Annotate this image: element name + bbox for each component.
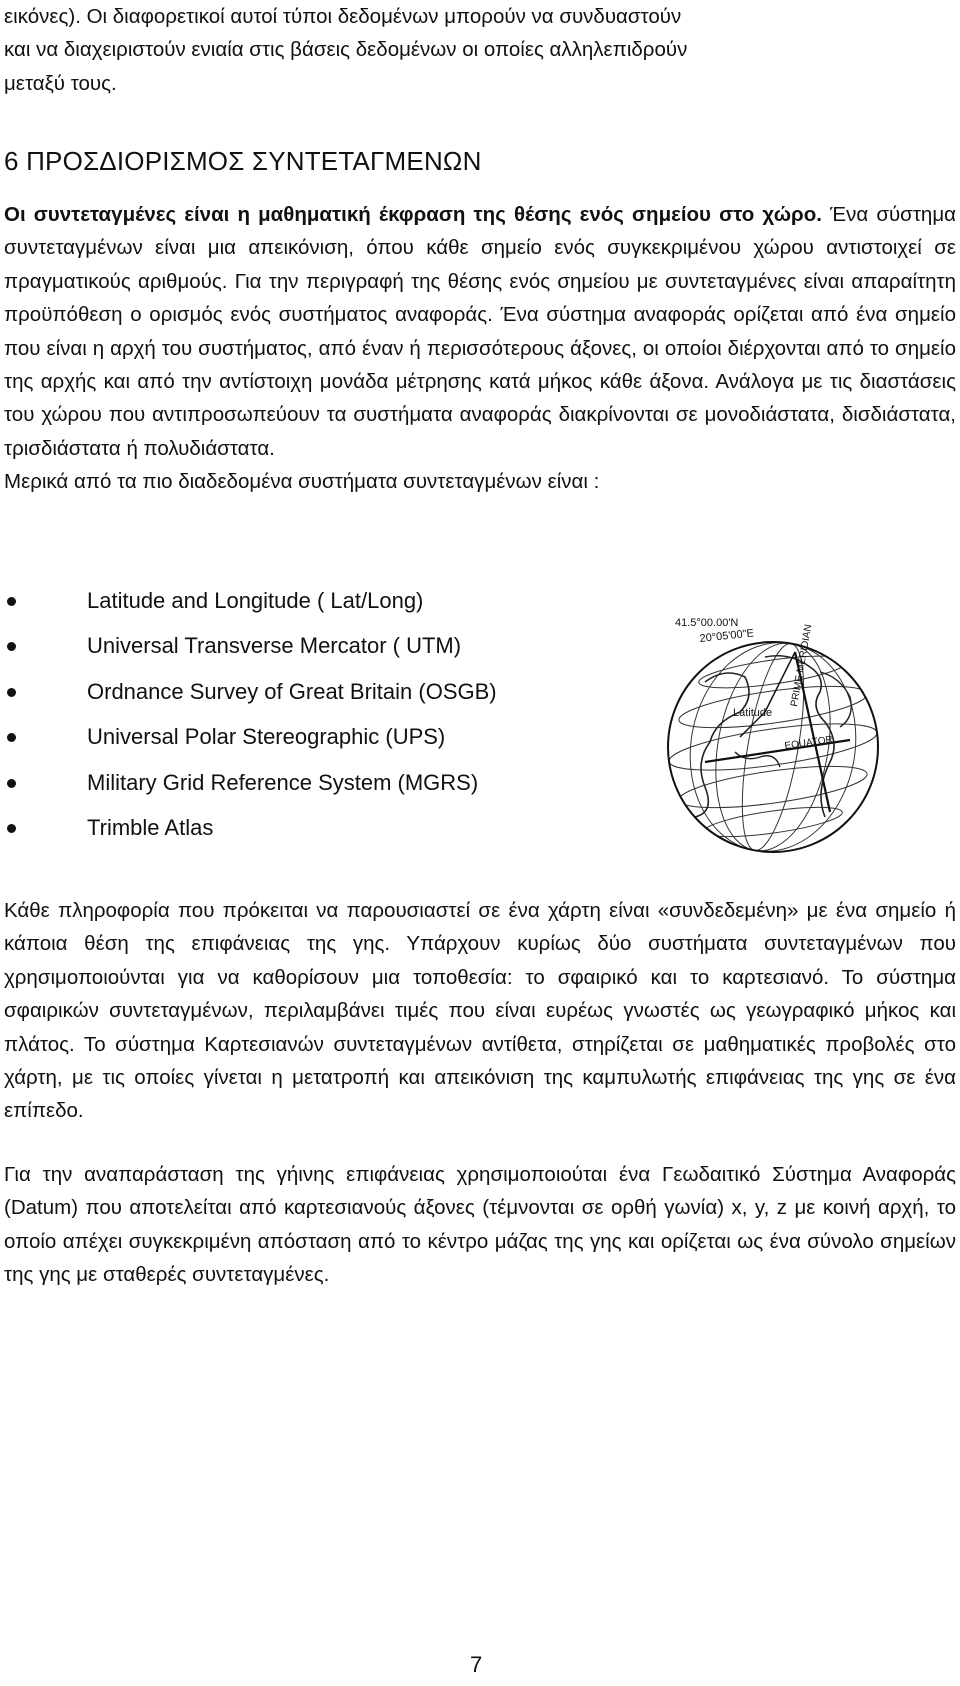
datum-paragraph: Για την αναπαράσταση της γήινης επιφάνειας χρησιμοποιούται ένα Γεωδαιτικό Σύστημα Αναφοράς (Datum) που αποτελείται από καρτεσιανούς άξονες (τέμνονται σε ορθή γωνία) x, y, z με κοινή αρχή, το οποίο απέχει συγκεκριμένη απόσταση από το κέντρο μάζας της γης και ορίζεται ως ένα σύνολο σημείων της γης με σταθερές συντεταγμένες. [4, 1163, 956, 1287]
page-number: 7 [470, 1652, 483, 1677]
globe-label-longitude: 20°05'00"E [699, 627, 755, 645]
list-item [0, 760, 497, 805]
list-item [0, 669, 497, 714]
list-intro: Μερικά από τα πιο διαδεδομένα συστήματα συντεταγμένων είναι : [4, 470, 600, 494]
definition-rest: Ένα σύστημα συντεταγμένων είναι μια απεικόνιση, όπου κάθε σημείο ενός συγκεκριμένου χώρου αντιστοιχεί σε πραγματικούς αριθμούς. Για την περιγραφή της θέσης ενός σημείου με συντεταγμένες είναι απαραίτητη προϋπόθεση ο ορισμός ενός συστήματος αναφοράς. Ένα σύστημα αναφοράς ορίζεται από ένα σημείο που είναι η αρχή του συστήματος, από έναν ή περισσότερους άξονες, οι οποίοι διέρχονται από το σημείο της αρχής και από την αντίστοιχη μονάδα μέτρησης κατά μήκος κάθε άξονα. Ανάλογα με τις διαστάσεις του χώρου που αντιπροσωπεύουν τα συστήματα αναφοράς διακρίνονται σε μονοδιάστατα, δισδιάστατα, τρισδιάστατα ή πολυδιάστατα. [4, 203, 956, 460]
globe-illustration [645, 612, 915, 857]
list-item [0, 805, 497, 850]
bullet-icon [7, 733, 16, 742]
list-item-text: Trimble Atlas [87, 814, 214, 840]
coordinates-paragraph [4, 198, 956, 499]
bullet-icon [7, 824, 16, 833]
list-item [0, 578, 497, 623]
intro-paragraph [4, 0, 956, 100]
list-item-text: Latitude and Longitude ( Lat/Long) [87, 588, 424, 613]
list-item-text: Ordnance Survey of Great Britain (OSGB) [87, 678, 497, 704]
globe-label-equator: EQUATOR [783, 734, 834, 752]
bullet-icon [7, 779, 16, 788]
list-item-text: Military Grid Reference System (MGRS) [87, 769, 479, 795]
globe-label-prime-meridian: PRIME MERIDIAN [789, 623, 815, 708]
bullet-icon [7, 597, 16, 606]
bullet-icon [7, 642, 16, 651]
list-item [0, 714, 497, 759]
section-heading: 6 ΠΡΟΣΔΙΟΡΙΣΜΟΣ ΣΥΝΤΕΤΑΓΜΕΝΩΝ [4, 146, 482, 176]
list-item-text: Universal Polar Stereographic (UPS) [87, 724, 446, 750]
intro-line-3: μεταξύ τους. [4, 71, 117, 95]
globe-label-top: 41.5°00.00'N [675, 617, 739, 629]
list-item-text: Universal Transverse Mercator ( UTM) [87, 633, 462, 659]
list-item [0, 623, 497, 668]
definition-bold: Οι συντεταγμένες είναι η μαθηματική έκφραση της θέσης ενός σημείου στο χώρο. [4, 203, 822, 226]
globe-label-latitude: Latitude [733, 707, 773, 719]
bullet-icon [7, 688, 16, 697]
coordinate-systems-list [0, 578, 497, 850]
intro-line-1: εικόνες). Οι διαφορετικοί αυτοί τύποι δεδομένων μπορούν να συνδυαστούν [4, 5, 682, 28]
intro-line-2: και να διαχειριστούν ενιαία στις βάσεις δεδομένων οι οποίες αλληλεπιδρούν [4, 38, 688, 62]
systems-paragraph: Κάθε πληροφορία που πρόκειται να παρουσιαστεί σε ένα χάρτη είναι «συνδεδεμένη» με ένα σημείο ή κάποια θέση της επιφάνειας της γης. Υπάρχουν κυρίως δύο συστήματα συντεταγμένων που χρησιμοποιούνται για να καθορίσουν μια τοποθεσία: το σφαιρικό και το καρτεσιανό. Το σύστημα σφαιρικών συντεταγμένων, περιλαμβάνει τιμές που είναι ευρέως γνωστές ως γεωγραφικό μήκος και πλάτος. Το σύστημα Καρτεσιανών συντεταγμένων αντίθετα, στηρίζεται σε μαθηματικές προβολές στο χάρτη, με τις οποίες γίνεται η μετατροπή και απεικόνιση της καμπυλωτής επιφάνειας της γης σε ένα επίπεδο. [4, 899, 956, 1123]
